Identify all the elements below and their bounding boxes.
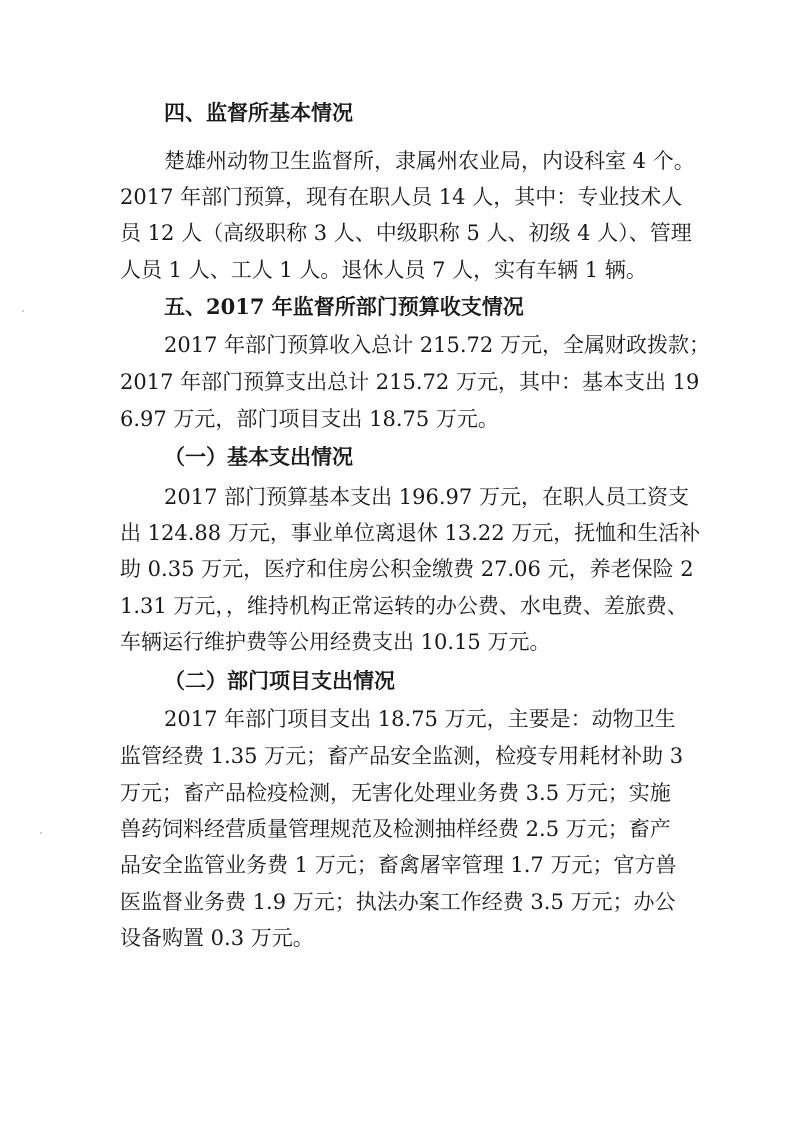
scan-speck [22, 310, 24, 312]
section4-line-4: 人员 1 人、工人 1 人。退休人员 7 人，实有车辆 1 辆。 [120, 258, 647, 282]
sub2-heading: （二）部门项目支出情况 [164, 668, 395, 693]
section5-line-3: 6.97 万元，部门项目支出 18.75 万元。 [120, 407, 499, 431]
section5-heading: 五、2017 年监督所部门预算收支情况 [164, 294, 524, 319]
section5-line-1: 2017 年部门预算收入总计 215.72 万元，全属财政拨款； [164, 333, 710, 357]
scan-speck [40, 832, 42, 834]
sub2-line-6: 医监督业务费 1.9 万元；执法办案工作经费 3.5 万元；办公 [120, 890, 676, 914]
sub1-line-5: 车辆运行维护费等公用经费支出 10.15 万元。 [120, 630, 551, 654]
section4-line-3: 员 12 人（高级职称 3 人、中级职称 5 人、初级 4 人）、管理 [120, 221, 692, 245]
sub2-line-5: 品安全监管业务费 1 万元；畜禽屠宰管理 1.7 万元；官方兽 [120, 853, 677, 877]
section4-line-2: 2017 年部门预算，现有在职人员 14 人，其中：专业技术人 [120, 185, 683, 209]
sub1-line-2: 出 124.88 万元，事业单位离退休 13.22 万元，抚恤和生活补 [120, 521, 701, 545]
sub1-line-4: 1.31 万元，，维持机构正常运转的办公费、水电费、差旅费、 [120, 594, 688, 618]
sub2-line-3: 万元；畜产品检疫检测，无害化处理业务费 3.5 万元；实施 [120, 781, 671, 805]
sub2-line-1: 2017 年部门项目支出 18.75 万元，主要是：动物卫生 [164, 707, 676, 731]
section4-heading: 四、监督所基本情况 [164, 100, 353, 125]
sub2-line-2: 监管经费 1.35 万元；畜产品安全监测，检疫专用耗材补助 3 [120, 744, 684, 768]
sub1-line-1: 2017 部门预算基本支出 196.97 万元，在职人员工资支 [164, 485, 689, 509]
sub1-line-3: 助 0.35 万元，医疗和住房公积金缴费 27.06 元，养老保险 2 [120, 557, 694, 581]
sub2-line-4: 兽药饲料经营质量管理规范及检测抽样经费 2.5 万元；畜产 [120, 817, 671, 841]
section5-line-2: 2017 年部门预算支出总计 215.72 万元，其中：基本支出 19 [120, 370, 700, 394]
sub2-line-7: 设备购置 0.3 万元。 [120, 926, 314, 950]
sub1-heading: （一）基本支出情况 [164, 444, 353, 469]
section4-line-1: 楚雄州动物卫生监督所，隶属州农业局，内设科室 4 个。 [164, 149, 695, 173]
